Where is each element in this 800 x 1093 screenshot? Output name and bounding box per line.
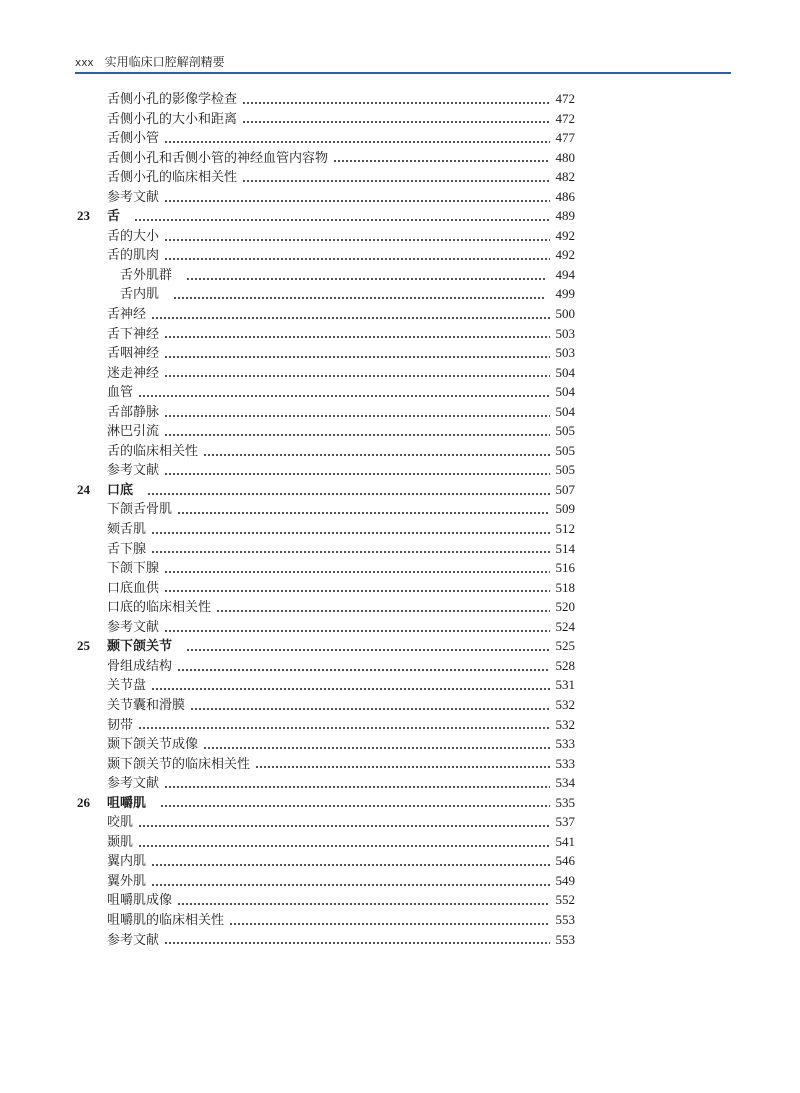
toc-entry: [77, 245, 575, 265]
toc-entry-page: 477: [555, 130, 575, 146]
dot-leader: [138, 395, 550, 397]
toc-entry-title: 参考文献: [107, 188, 160, 204]
toc-entry: [77, 617, 575, 637]
toc-entry-title: 颏舌肌: [107, 521, 147, 537]
chapter-number: 24: [77, 481, 90, 497]
dot-leader: [203, 454, 550, 456]
dot-leader: [151, 532, 550, 534]
dot-leader: [160, 805, 550, 807]
table-of-contents: [77, 89, 575, 949]
toc-entry-page: 472: [555, 110, 575, 126]
toc-entry: [77, 871, 575, 891]
dot-leader: [177, 512, 550, 514]
chapter-number: 23: [77, 208, 90, 224]
toc-entry: [77, 910, 575, 930]
dot-leader: [151, 551, 550, 553]
toc-entry: [77, 382, 575, 402]
dot-leader: [138, 727, 550, 729]
toc-entry: [77, 324, 575, 344]
chapter-title: 颞下颌关节: [107, 638, 173, 654]
toc-entry-page: 537: [555, 814, 575, 830]
dot-leader: [173, 297, 545, 299]
toc-entry-page: 516: [555, 560, 575, 576]
toc-entry: [77, 363, 575, 383]
dot-leader: [164, 571, 550, 573]
dot-leader: [164, 942, 550, 944]
toc-entry-page: 504: [555, 384, 575, 400]
toc-entry-page: 553: [555, 931, 575, 947]
dot-leader: [242, 102, 550, 104]
toc-entry-title: 迷走神经: [107, 364, 160, 380]
toc-entry: [77, 695, 575, 715]
book-title: 实用临床口腔解剖精要: [104, 55, 225, 69]
toc-entry-page: 534: [555, 775, 575, 791]
dot-leader: [151, 864, 550, 866]
toc-entry-title: 韧带: [107, 716, 134, 732]
toc-entry-page: 533: [555, 755, 575, 771]
toc-entry-page: 549: [555, 872, 575, 888]
dot-leader: [164, 473, 550, 475]
toc-subentry-title: 舌外肌群: [120, 266, 173, 282]
toc-entry-page: 480: [555, 149, 575, 165]
toc-entry-title: 舌侧小孔和舌侧小管的神经血管内容物: [107, 149, 329, 165]
dot-leader: [164, 356, 550, 358]
toc-entry-title: 颞下颌关节成像: [107, 736, 199, 752]
dot-leader: [186, 278, 545, 280]
toc-entry: [77, 304, 575, 324]
toc-entry: [77, 128, 575, 148]
toc-entry-title: 口底血供: [107, 579, 160, 595]
toc-entry-title: 舌下腺: [107, 540, 147, 556]
toc-entry: [77, 343, 575, 363]
toc-entry-title: 翼内肌: [107, 853, 147, 869]
dot-leader: [242, 180, 550, 182]
toc-chapter-heading: [77, 480, 575, 500]
toc-entry: [77, 675, 575, 695]
toc-entry: [77, 109, 575, 129]
toc-subentry-page: 499: [555, 286, 575, 302]
toc-entry-page: 532: [555, 716, 575, 732]
dot-leader: [147, 493, 550, 495]
toc-entry: [77, 499, 575, 519]
chapter-number: 26: [77, 794, 90, 810]
header-rule: [75, 72, 731, 74]
toc-chapter-heading: [77, 793, 575, 813]
toc-entry-page: 531: [555, 677, 575, 693]
toc-entry-page: 520: [555, 599, 575, 615]
toc-entry-title: 颞肌: [107, 833, 134, 849]
chapter-number: 25: [77, 638, 90, 654]
toc-entry-title: 下颌舌骨肌: [107, 501, 173, 517]
dot-leader: [164, 141, 550, 143]
toc-entry-page: 528: [555, 657, 575, 673]
toc-chapter-heading: [77, 636, 575, 656]
toc-subentry-page: 494: [555, 266, 575, 282]
chapter-page: 535: [555, 794, 575, 810]
toc-entry: [77, 539, 575, 559]
toc-entry-page: 514: [555, 540, 575, 556]
dot-leader: [164, 375, 550, 377]
toc-entry-page: 492: [555, 247, 575, 263]
toc-entry: [77, 421, 575, 441]
toc-entry-title: 舌侧小孔的大小和距离: [107, 110, 238, 126]
dot-leader: [164, 590, 550, 592]
dot-leader: [177, 903, 550, 905]
toc-entry-title: 舌神经: [107, 306, 147, 322]
toc-entry-title: 舌的肌肉: [107, 247, 160, 263]
toc-entry-title: 关节囊和滑膜: [107, 696, 186, 712]
toc-entry: [77, 832, 575, 852]
toc-entry: [77, 519, 575, 539]
toc-entry: [77, 773, 575, 793]
toc-entry-page: 524: [555, 618, 575, 634]
dot-leader: [255, 766, 550, 768]
toc-entry: [77, 441, 575, 461]
dot-leader: [333, 160, 550, 162]
dot-leader: [164, 200, 550, 202]
toc-entry: [77, 167, 575, 187]
chapter-page: 525: [555, 638, 575, 654]
chapter-page: 507: [555, 481, 575, 497]
toc-entry: [77, 89, 575, 109]
toc-entry: [77, 226, 575, 246]
toc-entry-title: 舌的临床相关性: [107, 442, 199, 458]
toc-entry: [77, 851, 575, 871]
toc-entry-page: 472: [555, 91, 575, 106]
dot-leader: [242, 121, 550, 123]
chapter-title: 舌: [107, 208, 121, 224]
dot-leader: [164, 415, 550, 417]
toc-entry-page: 546: [555, 853, 575, 869]
toc-entry-page: 504: [555, 364, 575, 380]
toc-subentry-title: 舌内肌: [120, 286, 160, 302]
toc-entry: [77, 890, 575, 910]
toc-entry-title: 参考文献: [107, 462, 160, 478]
chapter-title: 咀嚼肌: [107, 794, 147, 810]
dot-leader: [138, 825, 550, 827]
toc-entry-title: 舌的大小: [107, 227, 160, 243]
toc-entry-title: 翼外肌: [107, 872, 147, 888]
toc-entry-page: 553: [555, 911, 575, 927]
toc-entry-page: 552: [555, 892, 575, 908]
toc-entry: [77, 460, 575, 480]
dot-leader: [186, 649, 550, 651]
toc-entry-page: 482: [555, 169, 575, 185]
toc-entry-page: 509: [555, 501, 575, 517]
toc-entry-page: 503: [555, 325, 575, 341]
dot-leader: [138, 845, 550, 847]
toc-entry: [77, 558, 575, 578]
dot-leader: [164, 786, 550, 788]
toc-entry: [77, 715, 575, 735]
dot-leader: [203, 747, 550, 749]
toc-entry-title: 参考文献: [107, 775, 160, 791]
toc-entry-title: 颞下颌关节的临床相关性: [107, 755, 251, 771]
toc-entry: [77, 656, 575, 676]
toc-entry: [77, 930, 575, 950]
dot-leader: [164, 258, 550, 260]
page-label: xxx: [75, 57, 94, 69]
dot-leader: [164, 336, 550, 338]
toc-entry-page: 486: [555, 188, 575, 204]
toc-entry: [77, 148, 575, 168]
toc-entry-page: 504: [555, 403, 575, 419]
toc-entry: [77, 402, 575, 422]
toc-entry-title: 舌部静脉: [107, 403, 160, 419]
toc-entry-page: 533: [555, 736, 575, 752]
toc-entry-title: 舌侧小孔的临床相关性: [107, 169, 238, 185]
dot-leader: [216, 610, 550, 612]
toc-entry-page: 505: [555, 462, 575, 478]
dot-leader: [177, 669, 550, 671]
toc-entry-page: 503: [555, 345, 575, 361]
toc-entry-page: 492: [555, 227, 575, 243]
dot-leader: [151, 688, 550, 690]
toc-entry: [77, 578, 575, 598]
running-header: [75, 54, 225, 70]
toc-entry-title: 血管: [107, 384, 134, 400]
toc-subentry: [77, 265, 575, 285]
dot-leader: [134, 219, 550, 221]
toc-entry: [77, 734, 575, 754]
toc-entry-title: 参考文献: [107, 618, 160, 634]
toc-entry-title: 咀嚼肌成像: [107, 892, 173, 908]
toc-entry-page: 505: [555, 442, 575, 458]
toc-entry: [77, 597, 575, 617]
dot-leader: [229, 923, 550, 925]
toc-entry-page: 518: [555, 579, 575, 595]
toc-entry-title: 参考文献: [107, 931, 160, 947]
dot-leader: [190, 708, 550, 710]
toc-entry-title: 关节盘: [107, 677, 147, 693]
toc-entry-page: 505: [555, 423, 575, 439]
toc-entry-page: 532: [555, 696, 575, 712]
toc-chapter-heading: [77, 206, 575, 226]
toc-entry: [77, 754, 575, 774]
toc-entry: [77, 187, 575, 207]
dot-leader: [164, 239, 550, 241]
dot-leader: [151, 884, 550, 886]
chapter-title: 口底: [107, 481, 134, 497]
toc-entry-page: 541: [555, 833, 575, 849]
dot-leader: [164, 434, 550, 436]
toc-entry-title: 下颌下腺: [107, 560, 160, 576]
toc-entry-title: 舌侧小孔的影像学检查: [107, 91, 238, 106]
toc-entry: [77, 812, 575, 832]
toc-entry-title: 舌侧小管: [107, 130, 160, 146]
toc-entry-title: 骨组成结构: [107, 657, 173, 673]
toc-entry-title: 舌下神经: [107, 325, 160, 341]
toc-entry-title: 淋巴引流: [107, 423, 160, 439]
toc-entry-page: 500: [555, 306, 575, 322]
toc-entry-title: 咀嚼肌的临床相关性: [107, 911, 225, 927]
dot-leader: [151, 317, 550, 319]
chapter-page: 489: [555, 208, 575, 224]
toc-subentry: [77, 284, 575, 304]
toc-entry-page: 512: [555, 521, 575, 537]
toc-entry-title: 口底的临床相关性: [107, 599, 212, 615]
toc-entry-title: 咬肌: [107, 814, 134, 830]
toc-entry-title: 舌咽神经: [107, 345, 160, 361]
dot-leader: [164, 630, 550, 632]
